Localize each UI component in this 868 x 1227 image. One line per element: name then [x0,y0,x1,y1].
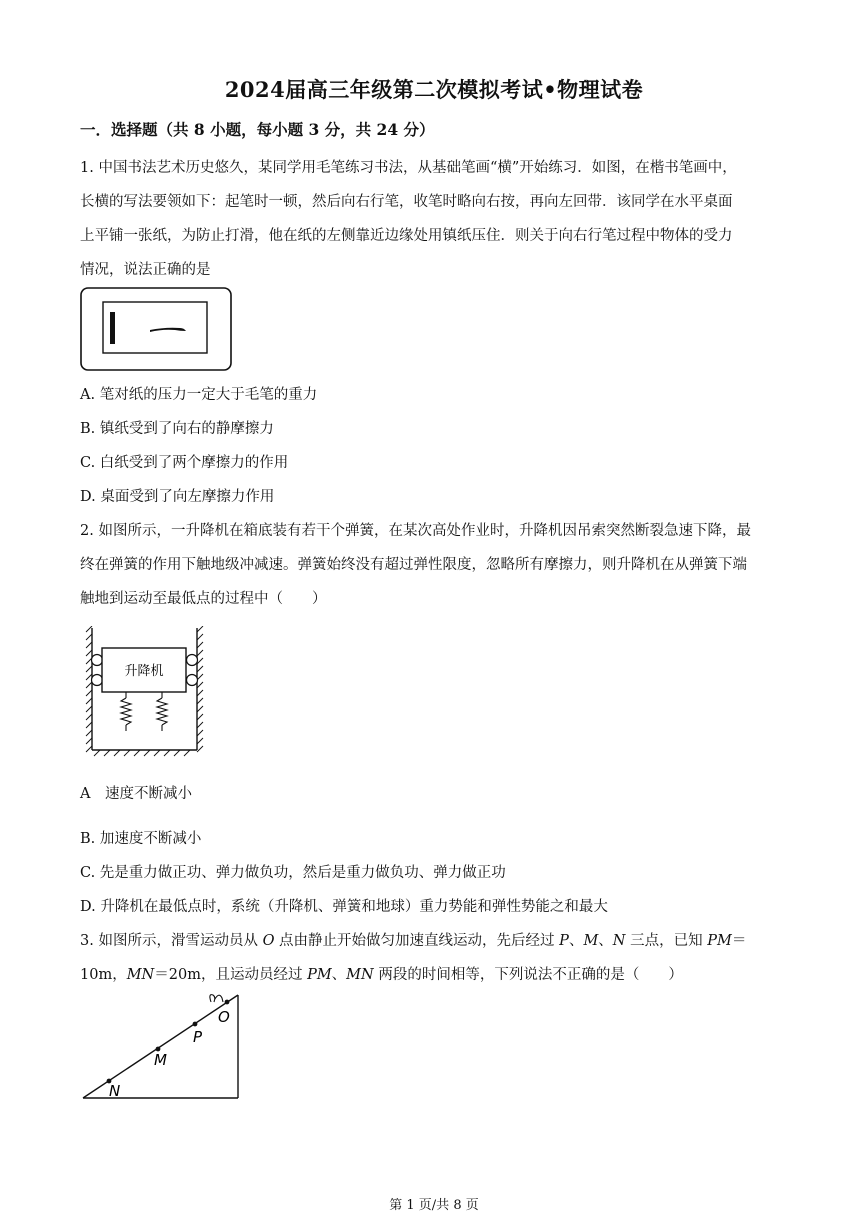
q2-line-1: 2. 如图所示，一升降机在箱底装有若干个弹簧，在某次高处作业时，升降机因吊索突然断裂急速下降，最 [80,523,751,539]
q1-option-a: A. 笔对纸的压力一定大于毛笔的重力 [80,387,318,403]
springs [121,692,167,731]
q2-option-c: C. 先是重力做正功、弹力做负功，然后是重力做负功、弹力做正功 [80,865,506,881]
wheel [92,675,103,686]
wheel [92,655,103,666]
point-o [225,1000,230,1005]
q2-option-d: D. 升降机在最低点时，系统（升降机、弹簧和地球）重力势能和弹性势能之和最大 [80,899,608,915]
section-heading: 一．选择题（共 8 小题，每小题 3 分，共 24 分） [80,120,435,139]
q3-line-2: 10m，MN＝20m，且运动员经过 PM、MN 两段的时间相等，下列说法不正确的是（ ） [80,967,683,983]
page-footer: 第 1 页/共 8 页 [389,1198,479,1213]
q1-line-4: 情况，说法正确的是 [80,262,211,278]
q1-option-d: D. 桌面受到了向左摩擦力作用 [80,489,275,505]
slope-incline [83,995,238,1098]
q2-option-a: A 速度不断减小 [80,786,192,802]
q3-line-1: 3. 如图所示，滑雪运动员从 O 点由静止开始做匀加速直线运动，先后经过 P、M、N 三点，已知 PM＝ [80,933,747,949]
label-n: N [109,1082,121,1100]
wheel [187,675,198,686]
q3-figure-ski-slope [80,990,245,1102]
q1-figure-paper-brush [80,287,232,371]
paper-outline [103,302,207,353]
q1-option-c: C. 白纸受到了两个摩擦力的作用 [80,455,289,471]
label-o: O [218,1008,230,1026]
q2-line-3: 触地到运动至最低点的过程中（ ） [80,591,327,607]
elevator-label: 升降机 [124,664,164,679]
wheel [187,655,198,666]
q1-line-2: 长横的写法要领如下：起笔时一顿，然后向右行笔，收笔时略向右按，再向左回带．该同学在水平桌面 [80,194,733,210]
q1-option-b: B. 镇纸受到了向右的静摩擦力 [80,421,274,437]
paperweight [110,312,115,344]
q2-figure-elevator [82,626,210,762]
q2-line-2: 终在弹簧的作用下触地级冲减速。弹簧始终没有超过弹性限度，忽略所有摩擦力，则升降机在从弹簧下端 [80,557,747,573]
q1-line-3: 上平铺一张纸，为防止打滑，他在纸的左侧靠近边缘处用镇纸压住．则关于向右行笔过程中物体的受力 [80,228,733,244]
point-p [193,1022,198,1027]
page-title: 2024届高三年级第二次模拟考试•物理试卷 [224,77,644,102]
label-p: P [193,1028,203,1046]
label-m: M [154,1051,167,1069]
brush-stroke-heng [150,328,186,332]
q2-option-b: B. 加速度不断减小 [80,831,202,847]
q1-line-1: 1. 中国书法艺术历史悠久，某同学用毛笔练习书法，从基础笔画“横”开始练习．如图，在楷书笔画中， [80,160,737,176]
skier-icon [210,995,223,1002]
